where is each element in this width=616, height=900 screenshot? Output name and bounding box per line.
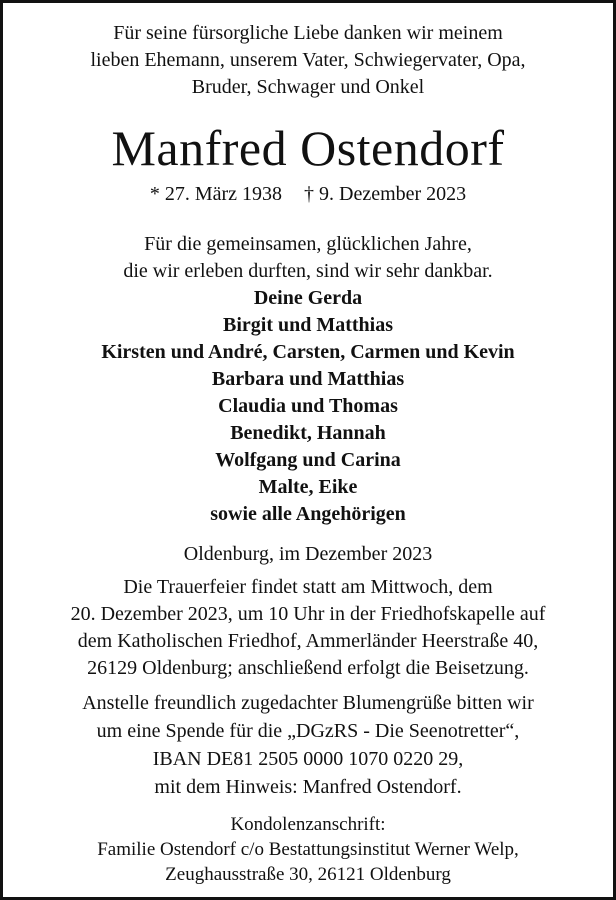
donation-line-4: mit dem Hinweis: Manfred Ostendorf. xyxy=(154,776,462,798)
intro-line-2: lieben Ehemann, unserem Vater, Schwiegervater, Opa, xyxy=(90,49,526,71)
thanks-line-2: die wir erleben durften, sind wir sehr dankbar. xyxy=(123,260,493,282)
funeral-line-2: 20. Dezember 2023, um 10 Uhr in der Friedhofskapelle auf xyxy=(70,603,546,625)
donation-line-3: IBAN DE81 2505 0000 1070 0220 29, xyxy=(152,748,464,770)
condolence-line-2: Zeughausstraße 30, 26121 Oldenburg xyxy=(165,864,451,885)
donation-line-2: um eine Spende für die „DGzRS - Die Seenotretter“, xyxy=(96,720,520,742)
birth-date: * 27. März 1938 xyxy=(149,183,283,205)
condolence-label: Kondolenzanschrift: xyxy=(230,814,386,835)
mourner-line: Claudia und Thomas xyxy=(218,395,398,417)
intro-line-1: Für seine fürsorgliche Liebe danken wir meinem xyxy=(113,22,503,44)
death-date: † 9. Dezember 2023 xyxy=(304,183,467,205)
deceased-name: Manfred Ostendorf xyxy=(111,120,505,176)
mourner-line: sowie alle Angehörigen xyxy=(210,503,406,525)
condolence-line-1: Familie Ostendorf c/o Bestattungsinstitut Werner Welp, xyxy=(97,839,519,860)
mourner-line: Barbara und Matthias xyxy=(211,368,405,390)
funeral-line-3: dem Katholischen Friedhof, Ammerländer Heerstraße 40, xyxy=(77,630,539,652)
mourner-line: Kirsten und André, Carsten, Carmen und Kevin xyxy=(101,341,515,363)
mourner-line: Birgit und Matthias xyxy=(222,314,394,336)
mourner-line: Deine Gerda xyxy=(253,287,363,309)
funeral-line-4: 26129 Oldenburg; anschließend erfolgt die Beisetzung. xyxy=(87,657,529,679)
thanks-line-1: Für die gemeinsamen, glücklichen Jahre, xyxy=(144,233,472,255)
place-date: Oldenburg, im Dezember 2023 xyxy=(183,543,433,565)
life-dates xyxy=(3,184,613,204)
intro-line-3: Bruder, Schwager und Onkel xyxy=(191,76,425,98)
donation-line-1: Anstelle freundlich zugedachter Blumengrüße bitten wir xyxy=(82,692,534,714)
funeral-line-1: Die Trauerfeier findet statt am Mittwoch, dem xyxy=(123,576,493,598)
mourner-line: Malte, Eike xyxy=(258,476,358,498)
mourner-line: Benedikt, Hannah xyxy=(230,422,386,444)
mourner-line: Wolfgang und Carina xyxy=(215,449,401,471)
